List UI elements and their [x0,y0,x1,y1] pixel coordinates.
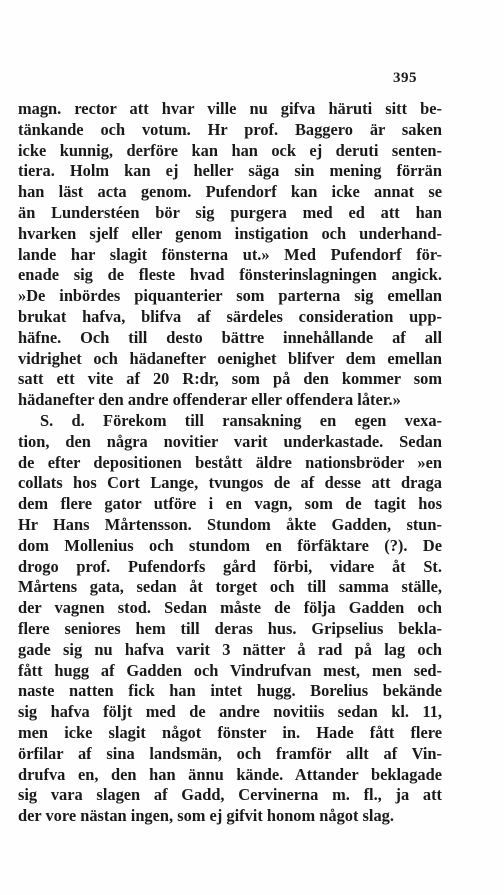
text-line: enade sig de fleste hvad fönsterinslagningen angick. [18,265,442,285]
page-number: 395 [393,70,417,86]
text-line: naste natten fick han intet hugg. Borelius bekände [18,681,442,701]
text-line: dem flere gator utföre i en vagn, som de tagit hos [18,494,442,514]
text-line: hvarken sjelf eller genom instigation och underhand- [18,223,442,243]
text-line: örfilar af sina landsmän, och framför allt af Vin- [18,743,442,763]
paragraph-2 [18,411,442,827]
text-line: tänkande och votum. Hr prof. Baggero är saken [18,119,442,139]
text-line: än Lunderstéen bör sig purgera med ed att han [18,202,442,222]
text-line: drufva en, den han ännu kände. Attander beklagade [18,764,442,784]
text-line: drogo prof. Pufendorfs gård förbi, vidare åt St. [18,556,442,576]
text-line: icke kunnig, derföre kan han ock ej deruti senten- [18,140,442,160]
text-line: flere seniores hem till deras hus. Gripselius bekla- [18,618,442,638]
text-line: hädanefter den andre offenderar eller offendera låter.» [18,390,401,410]
text-line: Hr Hans Mårtensson. Stundom åkte Gadden, stun- [18,514,442,534]
paragraph-1 [18,99,442,411]
text-line: »De inbördes piquanterier som parterna sig emellan [18,286,442,306]
text-line: sig hafva följt med de andre novitiis sedan kl. 11, [18,702,442,722]
text-line: han läst acta genom. Pufendorf kan icke annat se [18,182,442,202]
text-line: S. d. Förekom till ransakning en egen vexa- [40,410,442,430]
text-line: fått hugg af Gadden och Vindrufvan mest, men sed- [18,660,442,680]
body-text [18,99,442,827]
text-line: magn. rector att hvar ville nu gifva häruti sitt be- [18,99,442,118]
text-line: der vagnen stod. Sedan måste de följa Gadden och [18,598,442,618]
text-line: satt ett vite af 20 R:dr, som på den kommer som [18,369,442,389]
text-line: tion, den några novitier varit underkastade. Sedan [18,431,442,451]
text-line: gade sig nu hafva varit 3 nätter å rad på lag och [18,639,442,659]
text-line: tiera. Holm kan ej heller säga sin mening förrän [18,161,442,181]
text-line: vidrighet och hädanefter oenighet blifver dem emellan [18,348,442,368]
text-line: de efter depositionen bestått äldre nationsbröder »en [18,452,442,472]
text-line: collats hos Cort Lange, tvungos de af desse att draga [18,473,442,493]
text-line: men icke slagit något fönster in. Hade fått flere [18,722,442,742]
text-line: lande har slagit fönsterna ut.» Med Pufendorf för- [18,244,442,264]
text-line: der vore nästan ingen, som ej gifvit honom något slag. [18,806,394,826]
text-line: sig vara slagen af Gadd, Cervinerna m. fl., ja att [18,785,442,805]
text-line: dom Mollenius och stundom en förfäktare (?). De [18,535,442,555]
text-line: häfne. Och till desto bättre innehållande af all [18,327,442,347]
text-line: Mårtens gata, sedan åt torget och till samma ställe, [18,577,442,597]
text-line: brukat hafva, blifva af särdeles consideration upp- [18,306,442,326]
